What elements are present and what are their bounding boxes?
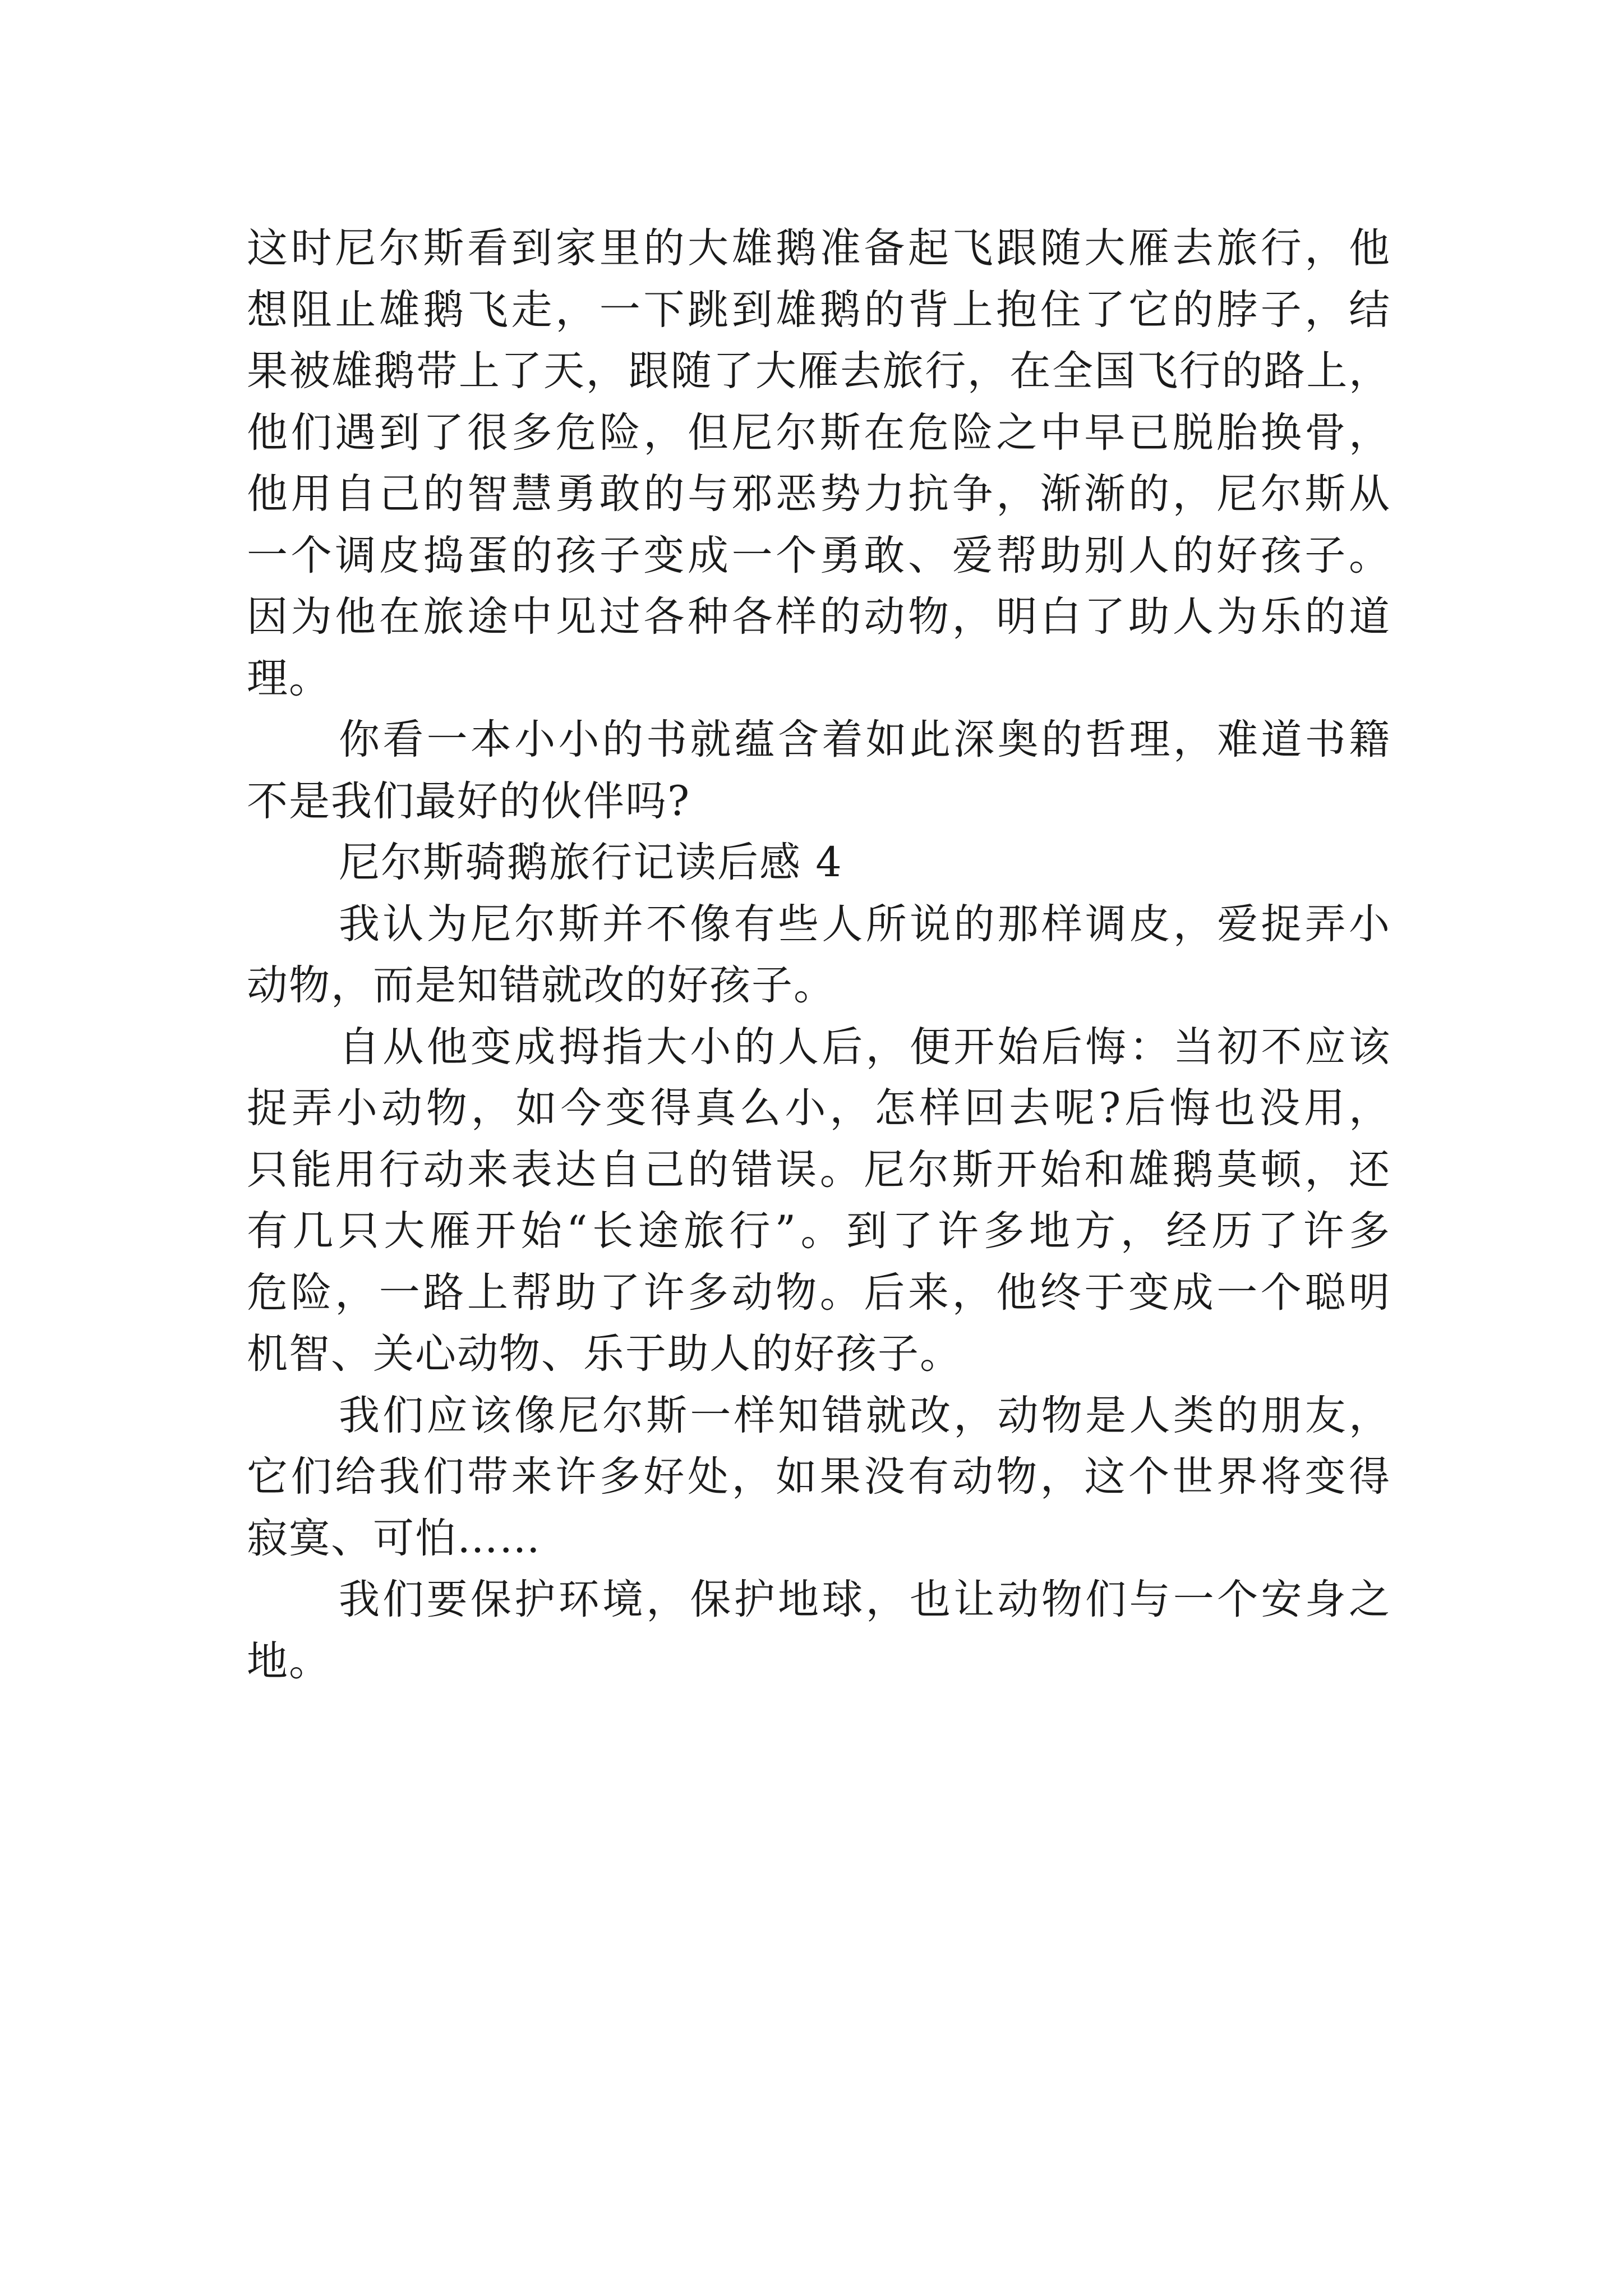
text-line: 危险，一路上帮助了许多动物。后来，他终于变成一个聪明 [247, 1268, 1391, 1317]
text-line: 这时尼尔斯看到家里的大雄鹅准备起飞跟随大雁去旅行，他 [247, 224, 1391, 272]
text-line: 自从他变成拇指大小的人后，便开始后悔：当初不应该 [339, 1023, 1391, 1071]
text-line: 我们要保护环境，保护地球，也让动物们与一个安身之 [339, 1576, 1391, 1623]
text-line: 地。 [247, 1637, 331, 1685]
text-line: 机智、关心动物、乐于助人的好孩子。 [247, 1330, 962, 1378]
text-line: 我认为尼尔斯并不像有些人所说的那样调皮，爱捉弄小 [339, 900, 1391, 948]
text-line: 我们应该像尼尔斯一样知错就改，动物是人类的朋友， [339, 1391, 1391, 1439]
text-line: 动物，而是知错就改的好孩子。 [247, 961, 836, 1009]
text-line: 理。 [247, 654, 331, 702]
text-line: 你看一本小小的书就蕴含着如此深奥的哲理，难道书籍 [339, 716, 1391, 763]
text-line: 只能用行动来表达自己的错误。尼尔斯开始和雄鹅莫顿，还 [247, 1145, 1391, 1194]
text-line: 他用自己的智慧勇敢的与邪恶势力抗争，渐渐的，尼尔斯从 [247, 470, 1391, 518]
text-line: 一个调皮捣蛋的孩子变成一个勇敢、爱帮助别人的好孩子。 [247, 531, 1391, 579]
text-line: 他们遇到了很多危险，但尼尔斯在危险之中早已脱胎换骨， [247, 408, 1391, 457]
text-line: 寂寞、可怕…… [247, 1514, 541, 1562]
text-line: 它们给我们带来许多好处，如果没有动物，这个世界将变得 [247, 1453, 1391, 1501]
text-line: 想阻止雄鹅飞走，一下跳到雄鹅的背上抱住了它的脖子，结 [247, 286, 1391, 334]
document-body [247, 218, 1391, 1692]
text-line: 尼尔斯骑鹅旅行记读后感 4 [339, 839, 843, 886]
text-line: 有几只大雁开始“长途旅行”。到了许多地方，经历了许多 [247, 1207, 1391, 1255]
text-line: 捉弄小动物，如今变得真么小，怎样回去呢?后悔也没用， [247, 1084, 1391, 1132]
text-line: 因为他在旅途中见过各种各样的动物，明白了助人为乐的道 [247, 593, 1391, 641]
text-line: 不是我们最好的伙伴吗? [247, 777, 691, 825]
text-line: 果被雄鹅带上了天，跟随了大雁去旅行，在全国飞行的路上， [247, 347, 1391, 395]
